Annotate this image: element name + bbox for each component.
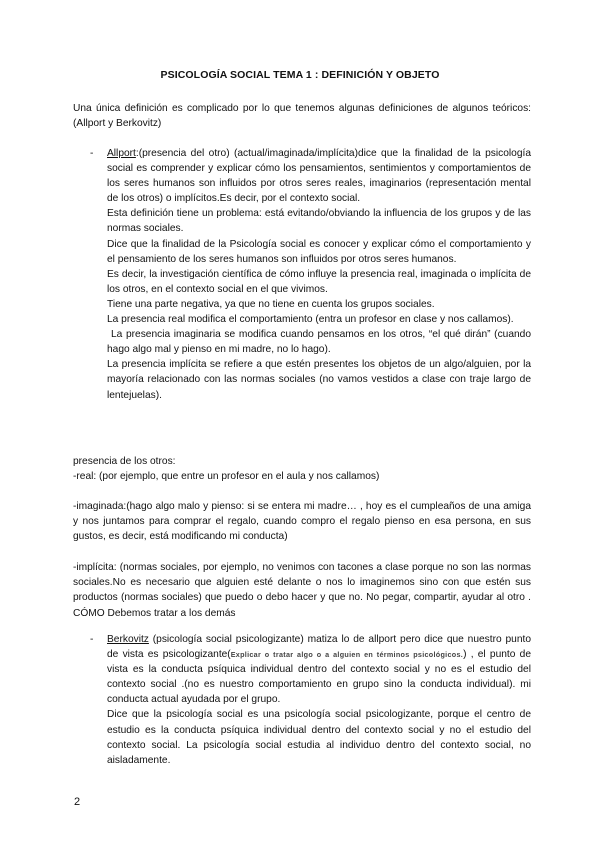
bullet-marker-berkovitz: - (90, 634, 94, 645)
presencia-heading: presencia de los otros: (73, 456, 176, 467)
berkovitz-section (107, 632, 531, 768)
allport-paragraph: Es decir, la investigación científica de cómo influye la presencia real, imaginada o implícita de los otros, en el contexto social en el que vivimos. (107, 268, 531, 295)
berkovitz-lead-end: ) , el punto de vista es la conducta psíquica individual dentro del contexto social y no es el estudio del contexto social .(no es nuestro comportamiento en grupo sino la conducta individual). mi conducta actual ayudada por el grupo. (107, 649, 531, 706)
allport-lead (107, 146, 531, 206)
presencia-implicita: -implícita: (normas sociales, por ejemplo, no venimos con tacones a clase porque no son las normas sociales.No es necesario que alguien esté delante o nos lo imaginemos sino con que estén sus productos (normas sociales) que puedo o debo hacer y que no. No pegar, compartir, ayudar al otro . CÓMO Debemos tratar a los demás (73, 562, 531, 619)
page-title: PSICOLOGÍA SOCIAL TEMA 1 : DEFINICIÓN Y OBJETO (160, 69, 440, 81)
presencia-imaginada: -imaginada:(hago algo malo y pienso: si se entera mi madre… , hoy es el cumpleaños de una amiga y nos juntamos para comprar el regalo, cuando compro el regalo pienso en esa persona, en sus gustos, es decir, está modificando mi conducta) (73, 501, 531, 543)
presencia-real: -real: (por ejemplo, que entre un profesor en el aula y nos callamos) (73, 471, 380, 482)
allport-lead-text: :(presencia del otro) (actual/imaginada/implícita)dice que la finalidad de la psicología social es comprender y explicar cómo los pensamientos, sentimientos y comportamientos de los seres humanos son influidos por otros seres reales, imaginarios (representación mental de los otros) o implícitos.Es decir, por el contexto social. (107, 148, 531, 205)
allport-paragraph: La presencia imaginaria se modifica cuando pensamos en los otros, “el qué dirán” (cuando hago algo mal y pienso en mi madre, no lo hago). (107, 329, 531, 356)
allport-paragraph: Esta definición tiene un problema: está evitando/obviando la influencia de los grupos y de las normas sociales. (107, 208, 531, 235)
allport-paragraph: Dice que la finalidad de la Psicología social es conocer y explicar cómo el comportamiento y el pensamiento de los seres humanos son influidos por otros seres humanos. (107, 238, 531, 265)
berkovitz-name: Berkovitz (107, 634, 149, 645)
allport-paragraph: La presencia real modifica el comportamiento (entra un profesor en clase y nos callamos). (107, 314, 514, 326)
berkovitz-paragraph: Dice que la psicología social es una psicología social psicologizante, porque el centro de estudio es la conducta psíquica individual dentro del contexto social y no el estudio del contexto social. La psicología social estudia al individuo dentro del contexto social, no aisladamente. (107, 709, 531, 766)
allport-section (107, 146, 531, 403)
page-number: 2 (74, 796, 81, 808)
berkovitz-note: Explicar o tratar algo o a alguien en términos psicológicos. (230, 650, 464, 660)
allport-paragraph: La presencia implícita se refiere a que estén presentes los objetos de un algo/alguien, por la mayoría relacionado con las normas sociales (no vamos vestidos a clase con traje largo de lentejuelas). (107, 359, 531, 401)
allport-name: Allport (107, 148, 136, 159)
allport-paragraph: Tiene una parte negativa, ya que no tiene en cuenta los grupos sociales. (107, 298, 435, 310)
intro-paragraph: Una única definición es complicado por lo que tenemos algunas definiciones de algunos teóricos: (Allport y Berkovitz) (73, 103, 531, 130)
berkovitz-lead-text: (psicología social psicologizante) matiza lo de allport pero dice que nuestro punto de vista es psicologizante( (107, 634, 531, 661)
berkovitz-lead (107, 632, 531, 707)
bullet-marker-allport: - (90, 148, 94, 159)
